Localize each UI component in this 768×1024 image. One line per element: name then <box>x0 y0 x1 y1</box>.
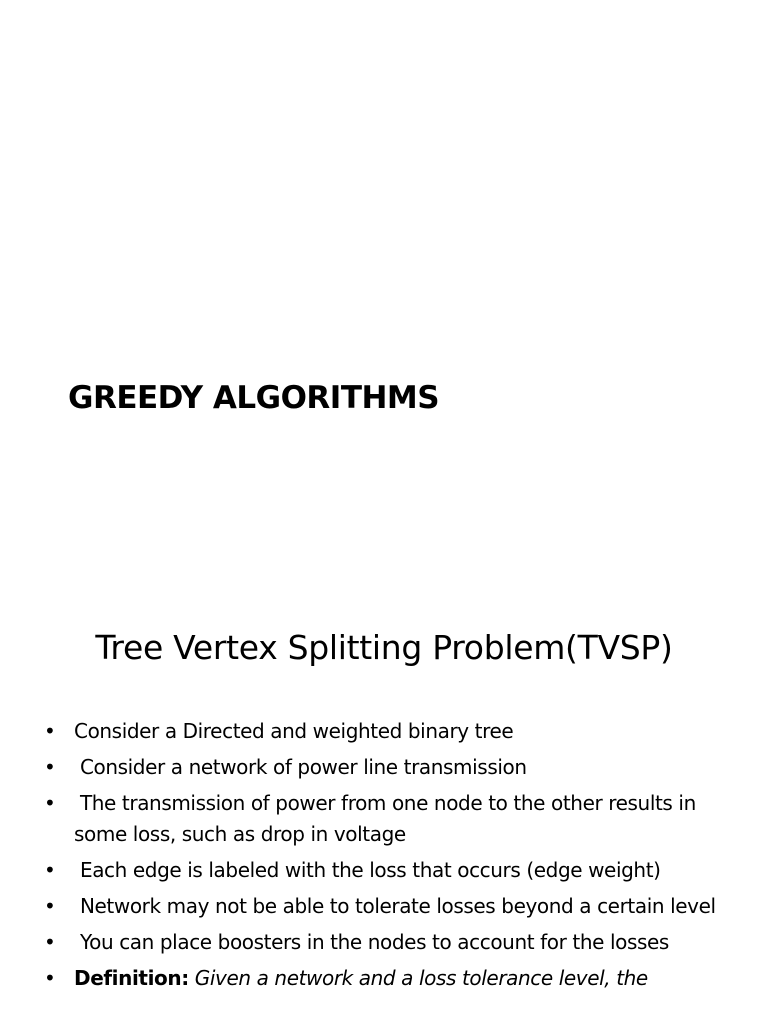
bullet-item <box>44 927 744 958</box>
bullet-text: The transmission of power from one node to the other results in some loss, such as drop in voltage <box>74 791 702 846</box>
bullet-text: Each edge is labeled with the loss that occurs (edge weight) <box>74 858 661 882</box>
slide-title-greedy-algorithms: GREEDY ALGORITHMS <box>68 380 440 416</box>
bullet-text: Network may not be able to tolerate losses beyond a certain level <box>74 894 716 918</box>
bullet-icon: • <box>44 894 56 918</box>
definition-text: Given a network and a loss tolerance level, the <box>188 966 648 990</box>
bullet-item <box>44 716 744 747</box>
slide-title-tvsp: Tree Vertex Splitting Problem(TVSP) <box>95 628 673 667</box>
bullet-icon: • <box>44 966 56 990</box>
definition-label: Definition: <box>74 966 189 990</box>
bullet-item <box>44 891 744 922</box>
bullet-icon: • <box>44 858 56 882</box>
bullet-list <box>44 716 744 999</box>
bullet-item-definition <box>44 963 744 994</box>
bullet-icon: • <box>44 719 56 743</box>
bullet-icon: • <box>44 930 56 954</box>
bullet-text: Consider a Directed and weighted binary tree <box>74 719 514 743</box>
bullet-item <box>44 855 744 886</box>
bullet-text: You can place boosters in the nodes to account for the losses <box>74 930 669 954</box>
bullet-text: Consider a network of power line transmission <box>74 755 527 779</box>
bullet-icon: • <box>44 755 56 779</box>
bullet-item <box>44 788 744 850</box>
bullet-item <box>44 752 744 783</box>
bullet-icon: • <box>44 791 56 815</box>
